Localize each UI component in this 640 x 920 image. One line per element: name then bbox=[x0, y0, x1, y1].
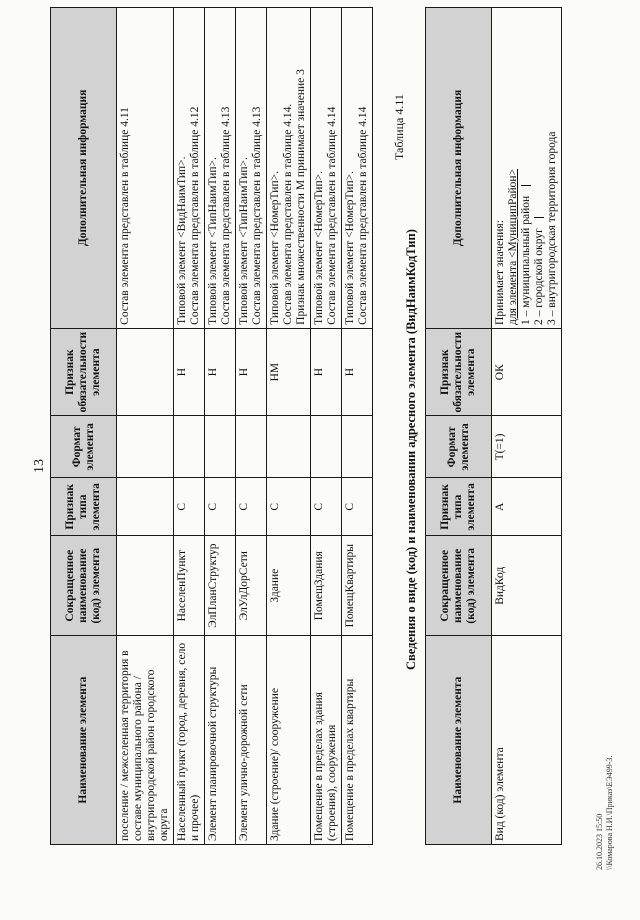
element-info bbox=[174, 8, 205, 329]
element-name: поселение / межселенная территория в составе муниципального района / внутригородской район городского округа bbox=[117, 636, 174, 845]
info-line: Типовой элемент <НомерТип>. bbox=[269, 171, 281, 325]
element-code bbox=[117, 536, 174, 636]
element-requirement: Н bbox=[236, 328, 267, 416]
element-code: Здание bbox=[267, 536, 311, 636]
table-row bbox=[236, 8, 267, 845]
element-name: Помещение в пределах квартиры bbox=[342, 636, 373, 845]
table-row bbox=[342, 8, 373, 845]
table-row bbox=[267, 8, 311, 845]
header-cell: Признак обязательности элемента bbox=[51, 328, 117, 416]
footer-stamp bbox=[595, 756, 615, 870]
element-code: ПомещКвартиры bbox=[342, 536, 373, 636]
info-line: Типовой элемент <НомерТип>. bbox=[313, 171, 325, 325]
table-label: Таблица 4.11 bbox=[392, 94, 406, 160]
info-value: 1 – муниципальный район bbox=[520, 11, 533, 325]
header-cell: Формат элемента bbox=[426, 416, 492, 478]
info-line: Состав элемента представлен в таблице 4.14. bbox=[282, 103, 294, 325]
element-type: С bbox=[342, 478, 373, 536]
footer-date: 26.10.2023 15:50 bbox=[595, 813, 604, 870]
info-line: Состав элемента представлен в таблице 4.13 bbox=[251, 106, 263, 325]
element-requirement: Н bbox=[205, 328, 236, 416]
element-code: ВидКод bbox=[492, 536, 562, 636]
element-name: Населенный пункт (город, деревня, село и прочее) bbox=[174, 636, 205, 845]
table-row bbox=[117, 8, 174, 845]
info-link: для элемента <МуниципРайон> bbox=[507, 168, 519, 325]
info-line: Состав элемента представлен в таблице 4.11 bbox=[119, 107, 131, 325]
element-type: С bbox=[174, 478, 205, 536]
kind-code-table bbox=[425, 7, 562, 845]
element-code: НаселенПункт bbox=[174, 536, 205, 636]
header-cell: Дополнительная информация bbox=[426, 8, 492, 329]
info-line: Типовой элемент <ВидНаимТип>. bbox=[176, 156, 188, 325]
info-intro: Принимает значения: bbox=[494, 220, 506, 325]
element-requirement bbox=[117, 328, 174, 416]
table-row bbox=[174, 8, 205, 845]
info-line: Состав элемента представлен в таблице 4.13 bbox=[220, 106, 232, 325]
table-row bbox=[492, 8, 562, 845]
header-cell: Сокращенное наименование (код) элемента bbox=[426, 536, 492, 636]
table-row bbox=[311, 8, 342, 845]
table-caption: Сведения о виде (код) и наименовании адресного элемента (ВидНаимКодТип) bbox=[404, 229, 418, 670]
element-requirement: НМ bbox=[267, 328, 311, 416]
element-info bbox=[267, 8, 311, 329]
element-info bbox=[342, 8, 373, 329]
element-requirement: Н bbox=[311, 328, 342, 416]
element-requirement: Н bbox=[342, 328, 373, 416]
info-line: Типовой элемент <НомерТип>. bbox=[344, 171, 356, 325]
header-cell: Сокращенное наименование (код) элемента bbox=[51, 536, 117, 636]
info-value: 3 – внутригородская территория города bbox=[546, 131, 558, 325]
header-cell: Наименование элемента bbox=[51, 636, 117, 845]
info-line: Типовой элемент <ТипНаимТип>. bbox=[238, 157, 250, 325]
element-info bbox=[311, 8, 342, 329]
element-info bbox=[236, 8, 267, 329]
element-type: А bbox=[492, 478, 562, 536]
element-name: Помещение в пределах здания (строения), сооружения bbox=[311, 636, 342, 845]
element-type: С bbox=[205, 478, 236, 536]
element-type: С bbox=[236, 478, 267, 536]
header-cell: Дополнительная информация bbox=[51, 8, 117, 329]
info-value: 2 – городской округ bbox=[533, 11, 546, 325]
element-requirement: Н bbox=[174, 328, 205, 416]
footer-path: \\Комарова Н.И.\Приказ\ЕЭ499-3. bbox=[605, 755, 614, 870]
info-line: Признак множественности М принимает значение 3 bbox=[295, 69, 307, 325]
info-line: Состав элемента представлен в таблице 4.14 bbox=[326, 106, 338, 325]
element-code: ПомещЗдания bbox=[311, 536, 342, 636]
element-info bbox=[205, 8, 236, 329]
element-format bbox=[205, 416, 236, 478]
element-format bbox=[236, 416, 267, 478]
info-line: Состав элемента представлен в таблице 4.12 bbox=[189, 106, 201, 325]
info-line: Состав элемента представлен в таблице 4.14 bbox=[357, 106, 369, 325]
header-cell: Признак обязательности элемента bbox=[426, 328, 492, 416]
element-format bbox=[267, 416, 311, 478]
element-name: Элемент улично-дорожной сети bbox=[236, 636, 267, 845]
element-format bbox=[311, 416, 342, 478]
element-requirement: ОК bbox=[492, 328, 562, 416]
table-header-row bbox=[51, 8, 117, 845]
element-code: ЭлПланСтруктур bbox=[205, 536, 236, 636]
element-name: Элемент планировочной структуры bbox=[205, 636, 236, 845]
header-cell: Наименование элемента bbox=[426, 636, 492, 845]
element-info bbox=[117, 8, 174, 329]
table-row bbox=[205, 8, 236, 845]
element-name: Здание (строение)/ сооружение bbox=[267, 636, 311, 845]
element-name: Вид (код) элемента bbox=[492, 636, 562, 845]
header-cell: Признак типа элемента bbox=[51, 478, 117, 536]
element-format: T(=1) bbox=[492, 416, 562, 478]
header-cell: Признак типа элемента bbox=[426, 478, 492, 536]
element-type: С bbox=[267, 478, 311, 536]
header-cell: Формат элемента bbox=[51, 416, 117, 478]
table-header-row bbox=[426, 8, 492, 845]
element-type bbox=[117, 478, 174, 536]
element-code: ЭлУлДорСети bbox=[236, 536, 267, 636]
info-line: Типовой элемент <ТипНаимТип>. bbox=[207, 157, 219, 325]
element-info bbox=[492, 8, 562, 329]
element-format bbox=[342, 416, 373, 478]
element-format bbox=[174, 416, 205, 478]
elements-table bbox=[50, 7, 373, 845]
page-number: 13 bbox=[32, 459, 47, 473]
element-type: С bbox=[311, 478, 342, 536]
element-format bbox=[117, 416, 174, 478]
